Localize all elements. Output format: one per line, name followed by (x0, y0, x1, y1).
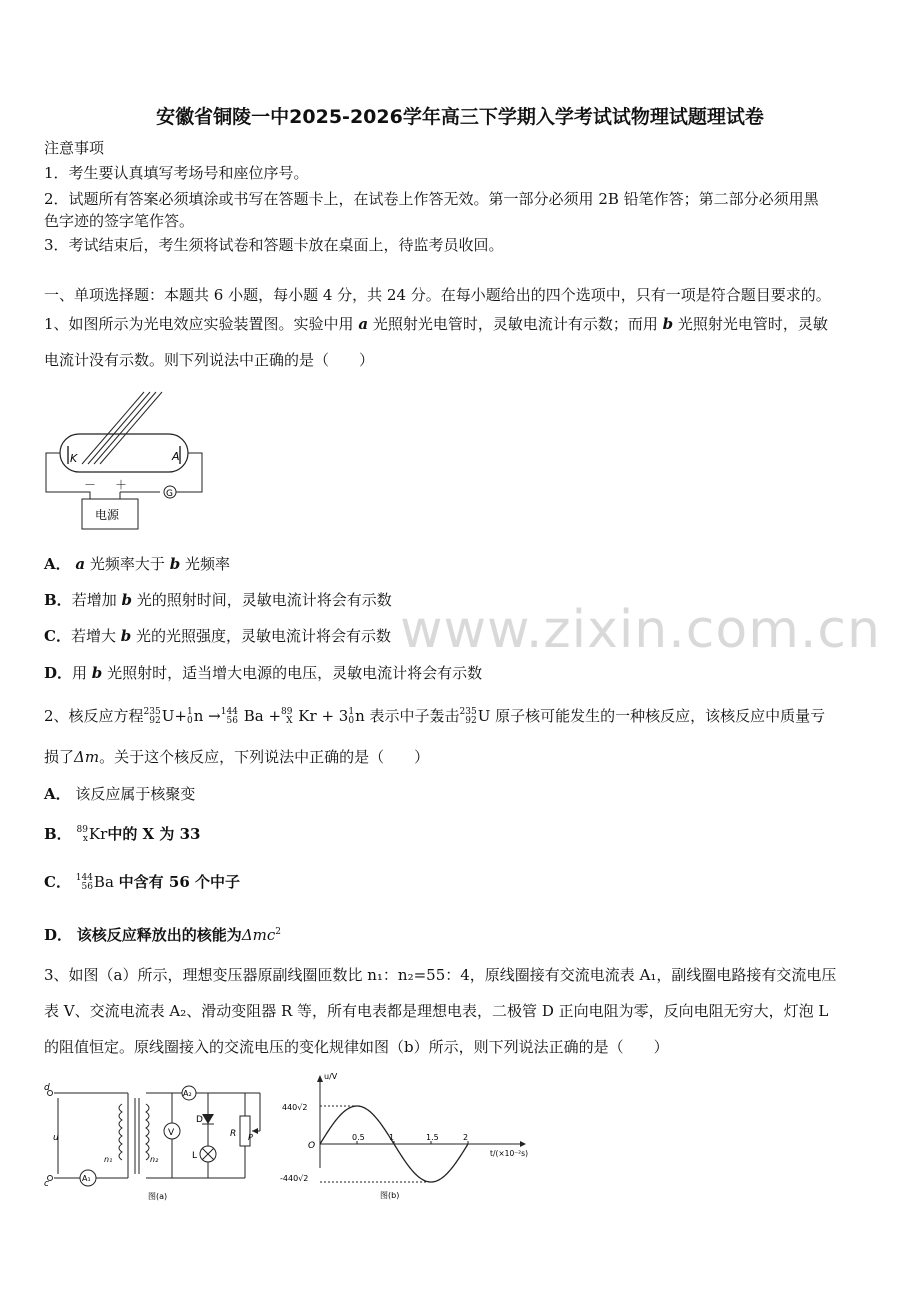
notice-item-3: 3．考试结束后，考生须将试卷和答题卡放在桌面上，待监考员收回。 (44, 236, 504, 254)
label-c: c (44, 1179, 49, 1189)
x-tick-label-3: 2 (463, 1133, 469, 1142)
x-tick-label-0: 0.5 (352, 1133, 365, 1142)
section-heading: 一、单项选择题：本题共 6 小题，每小题 4 分，共 24 分。在每小题给出的四个选项中，只有一项是符合题目要求的。 (44, 286, 831, 304)
label-minus: － (84, 478, 97, 492)
label-A: A (172, 450, 180, 463)
x-axis-arrow-icon (520, 1141, 526, 1147)
y-axis-label: u/V (324, 1072, 338, 1081)
ammeter-a1-icon: A₁ (82, 1174, 91, 1183)
label-R: R (230, 1129, 237, 1139)
q1-stem-line1: 1、如图所示为光电效应实验装置图。实验中用 a 光照射光电管时，灵敏电流计有示数；而用 b 光照射光电管时，灵敏 (44, 315, 828, 333)
watermark: www.zixin.com.cn (400, 600, 881, 660)
q1-option-a: A． a 光频率大于 b 光频率 (44, 555, 230, 573)
q3-stem-line2: 表 V、交流电流表 A₂、滑动变阻器 R 等，所有电表都是理想电表，二极管 D 正向电阻为零，反向电阻无穷大，灯泡 L (44, 1002, 829, 1020)
y-tick-neg: -440√2 (280, 1174, 309, 1183)
label-L: L (192, 1151, 198, 1161)
x-tick-label-2: 1.5 (426, 1133, 439, 1142)
ammeter-a2-icon: A₂ (183, 1089, 192, 1098)
y-tick-pos: 440√2 (282, 1103, 308, 1112)
transformer-circuit-figure (40, 1076, 270, 1206)
y-axis-arrow-icon (317, 1075, 323, 1082)
label-D: D (196, 1115, 203, 1125)
q1-option-d: D．用 b 光照射时，适当增大电源的电压，灵敏电流计将会有示数 (44, 664, 483, 682)
galvanometer-icon: G (166, 489, 173, 499)
notice-heading: 注意事项 (44, 139, 105, 157)
notice-item-2: 2．试题所有答案必须填涂或书写在答题卡上，在试卷上作答无效。第一部分必须用 2B 铅笔作答；第二部分必须用黑 (44, 190, 819, 208)
notice-item-1: 1．考生要认真填写考场号和座位序号。 (44, 164, 309, 182)
slider-arrow-icon (252, 1128, 258, 1134)
q2-option-d: D． 该核反应释放出的核能为Δmc$^2$ (44, 926, 282, 944)
q3-stem-line1: 3、如图（a）所示，理想变压器原副线圈匝数比 n₁：n₂=55：4，原线圈接有交流电流表 A₁，副线圈电路接有交流电压 (44, 966, 837, 984)
x-tick-label-1: 1 (389, 1133, 395, 1142)
page-title: 安徽省铜陵一中2025-2026学年高三下学期入学考试试物理试题理试卷 (156, 106, 764, 128)
voltage-waveform-chart (280, 1068, 550, 1208)
q1-stem-line2: 电流计没有示数。则下列说法中正确的是（ ） (44, 351, 375, 369)
label-d: d (44, 1083, 50, 1093)
figure-a-caption: 图(a) (148, 1192, 168, 1201)
q2-option-c: C． 144 56 Ba 中含有 56 个中子 (44, 873, 240, 892)
figure-b-caption: 图(b) (380, 1191, 400, 1200)
label-n1: n₁ (104, 1155, 113, 1164)
q1-option-b: B．若增加 b 光的照射时间，灵敏电流计将会有示数 (44, 591, 392, 609)
diode-icon (202, 1114, 214, 1124)
q2-option-a: A． 该反应属于核聚变 (44, 785, 196, 803)
q2-stem-line2: 损了Δm。关于这个核反应，下列说法中正确的是（ ） (44, 748, 430, 766)
voltmeter-icon: V (168, 1128, 175, 1138)
q2-stem-line1: 2、核反应方程 235 92 U+ 1 0 n → 144 56 Ba + 89 X Kr + 3 1 0 n 表示中子轰击 235 92 U 原子核可能发生的一种核反应，该核反应中质量亏 (44, 707, 826, 726)
label-K: K (70, 452, 78, 465)
label-plus: ＋ (115, 478, 128, 492)
power-source-label: 电源 (95, 508, 120, 522)
origin-label: O (308, 1141, 316, 1151)
label-n2: n₂ (150, 1155, 159, 1164)
q2-option-b: B． 89 x Kr中的 X 为 33 (44, 825, 201, 844)
label-P: P (248, 1133, 253, 1142)
notice-item-2-cont: 色字迹的签字笔作答。 (44, 212, 195, 230)
q1-option-c: C．若增大 b 光的光照强度，灵敏电流计将会有示数 (44, 627, 392, 645)
x-axis-label: t/(×10⁻²s) (490, 1149, 529, 1158)
label-u: u (53, 1133, 59, 1143)
photoelectric-figure (40, 384, 210, 536)
q3-stem-line3: 的阻值恒定。原线圈接入的交流电压的变化规律如图（b）所示，则下列说法正确的是（ ） (44, 1038, 669, 1056)
